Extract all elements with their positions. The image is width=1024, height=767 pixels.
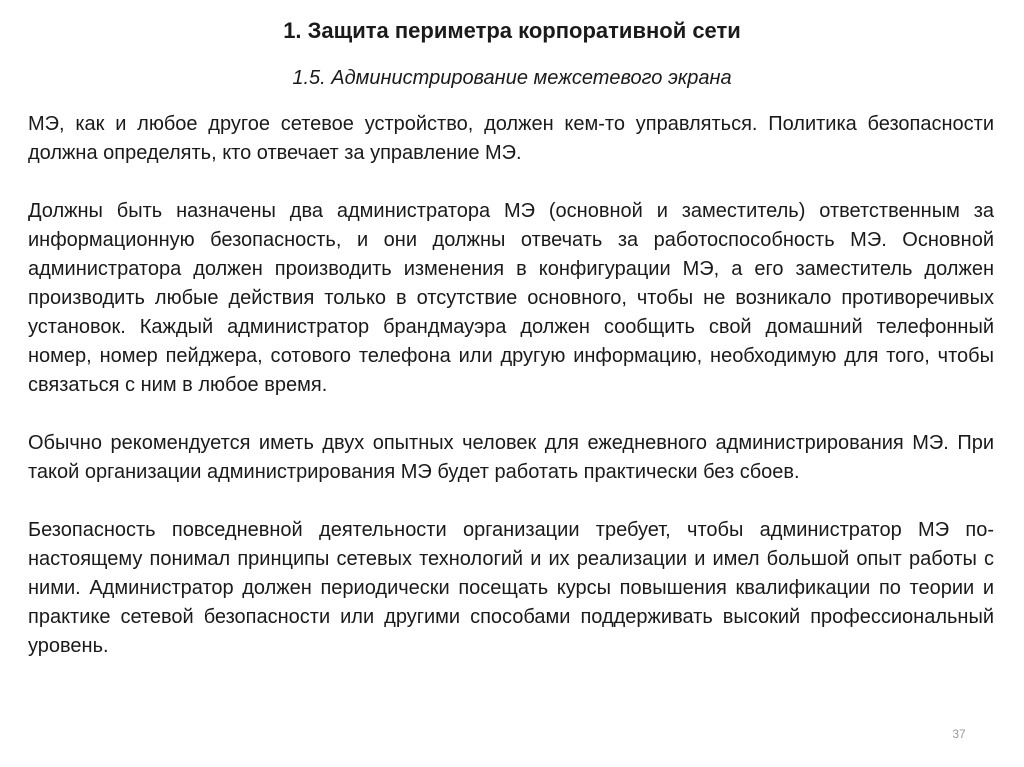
- paragraph-management: МЭ, как и любое другое сетевое устройство, должен кем-то управляться. Политика безопасности должна определять, кто отвечает за управление МЭ.: [28, 113, 994, 164]
- paragraph-administrators: Должны быть назначены два администратора МЭ (основной и заместитель) ответственным за информационную безопасность, и они должны отвечать за работоспособность МЭ. Основной администратора должен производить изменения в конфигурации МЭ, а его заместитель должен производить любые действия только в отсутствие основного, чтобы не возникало противоречивых установок. Каждый администратор брандмауэра должен сообщить свой домашний телефонный номер, номер пейджера, сотового телефона или другую информацию, необходимую для того, чтобы связаться с ним в любое время.: [28, 200, 994, 396]
- page-number: 37: [952, 727, 966, 741]
- paragraph-qualification: Безопасность повседневной деятельности организации требует, чтобы администратор МЭ по-настоящему понимал принципы сетевых технологий и их реализации и имел большой опыт работы с ними. Администратор должен периодически посещать курсы повышения квалификации по теории и практике сетевой безопасности или другими способами поддерживать высокий профессиональный уровень.: [28, 519, 994, 657]
- slide-subtitle: 1.5. Администрирование межсетевого экрана: [292, 67, 732, 89]
- slide-title: 1. Защита периметра корпоративной сети: [283, 18, 741, 43]
- slide-body: [28, 110, 994, 690]
- paragraph-recommendation: Обычно рекомендуется иметь двух опытных человек для ежедневного администрирования МЭ. При такой организации администрирования МЭ будет работать практически без сбоев.: [28, 432, 994, 483]
